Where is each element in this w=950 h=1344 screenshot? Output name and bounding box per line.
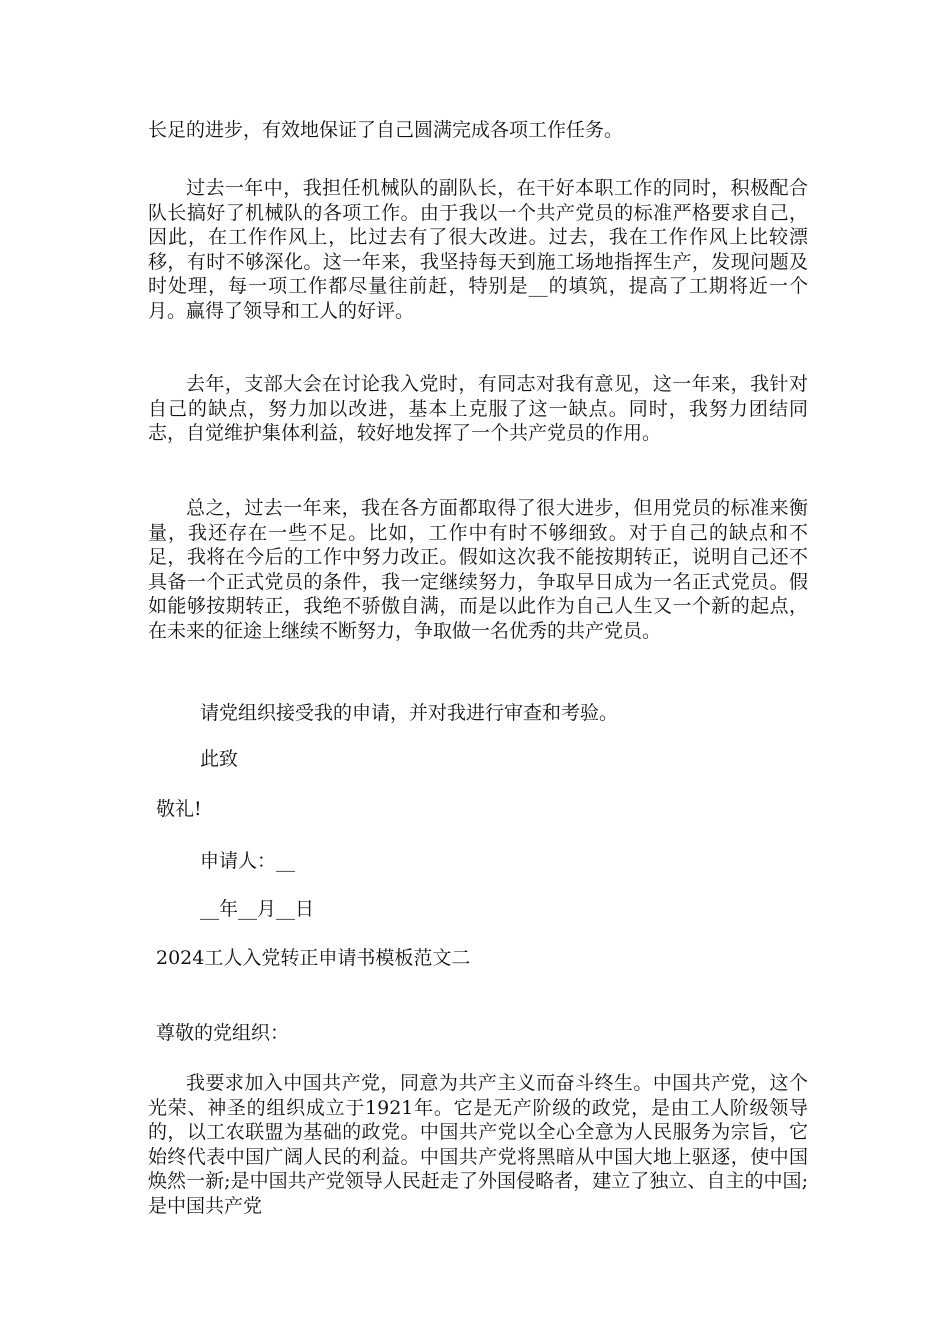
paragraph-5: 我要求加入中国共产党，同意为共产主义而奋斗终生。中国共产党，这个光荣、神圣的组织成立于1921年。它是无产阶级的政党，是由工人阶级领导的，以工农联盟为基础的政党。中国共产党以全心全意为人民服务为宗旨，它始终代表中国广阔人民的利益。中国共产党将黑暗从中国大地上驱逐，使中国焕然一新;是中国共产党领导人民赶走了外国侵略者，建立了独立、自主的中国;是中国共产党 — [148, 1072, 808, 1217]
paragraph-4: 总之，过去一年来，我在各方面都取得了很大进步，但用党员的标准来衡量，我还存在一些不足。比如，工作中有时不够细致。对于自己的缺点和不足，我将在今后的工作中努力改正。假如这次我不能按期转正，说明自己还不具备一个正式党员的条件，我一定继续努力，争取早日成为一名正式党员。假如能够按期转正，我绝不骄傲自满，而是以此作为自己人生又一个新的起点，在未来的征途上继续不断努力，争取做一名优秀的共产党员。 — [148, 497, 808, 642]
applicant-line: 申请人：__ — [200, 850, 296, 872]
request-line: 请党组织接受我的申请，并对我进行审查和考验。 — [200, 702, 619, 724]
paragraph-2: 过去一年中，我担任机械队的副队长，在干好本职工作的同时，积极配合队长搞好了机械队的各项工作。由于我以一个共产党员的标准严格要求自己，因此，在工作作风上，比过去有了很大改进。过去，我在工作作风上比较漂移，有时不够深化。这一年来，我坚持每天到施工场地指挥生产，发现问题及时处理，每一项工作都尽量往前赶，特别是__的填筑，提高了工期将近一个月。赢得了领导和工人的好评。 — [148, 177, 808, 322]
salutation-cizhi: 此致 — [200, 748, 239, 770]
paragraph-3: 去年，支部大会在讨论我入党时，有同志对我有意见，这一年来，我针对自己的缺点，努力加以改进，基本上克服了这一缺点。同时，我努力团结同志，自觉维护集体利益，较好地发挥了一个共产党员的作用。 — [148, 373, 808, 445]
greeting-line: 尊敬的党组织： — [156, 1022, 290, 1044]
section-title: 2024工人入党转正申请书模板范文二 — [156, 947, 471, 969]
paragraph-1: 长足的进步，有效地保证了自己圆满完成各项工作任务。 — [148, 119, 624, 141]
salutation-jingli: 敬礼! — [156, 798, 202, 820]
date-line: __年__月__日 — [200, 898, 315, 920]
